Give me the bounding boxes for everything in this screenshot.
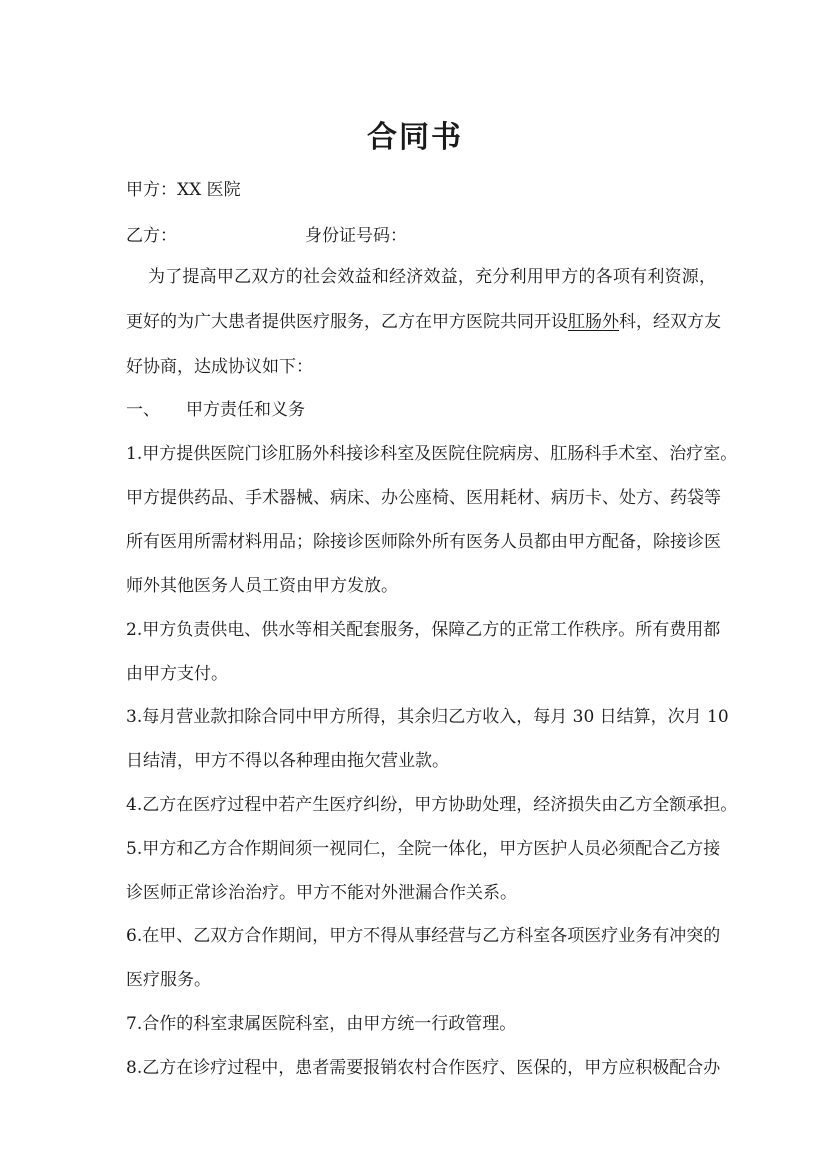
clause-2-line-1: 2.甲方负责供电、供水等相关配套服务，保障乙方的正常工作秩序。所有费用都 [126, 620, 721, 640]
clause-5-line-2: 诊医师正常诊治治疗。甲方不能对外泄漏合作关系。 [126, 883, 517, 903]
section-1-title: 甲方责任和义务 [186, 400, 305, 420]
clause-3-line-2: 日结清，甲方不得以各种理由拖欠营业款。 [126, 751, 449, 771]
id-number-label: 身份证号码： [305, 226, 407, 246]
intro-line-2-start: 更好的为广大患者提供医疗服务，乙方在甲方医院共同开设 [126, 312, 568, 332]
clause-8-line-1: 8.乙方在诊疗过程中，患者需要报销农村合作医疗、医保的，甲方应积极配合办 [126, 1058, 721, 1078]
clause-7-line-1: 7.合作的科室隶属医院科室，由甲方统一行政管理。 [126, 1014, 517, 1034]
clause-2-line-2: 由甲方支付。 [126, 664, 228, 684]
intro-line-2-end: 科，经双方友 [619, 312, 721, 332]
clause-1-line-4: 师外其他医务人员工资由甲方发放。 [126, 576, 398, 596]
clause-6-line-2: 医疗服务。 [126, 970, 211, 990]
party-b-label: 乙方： [126, 226, 177, 246]
department-name-underlined: 肛肠外 [568, 312, 619, 332]
clause-1-line-3: 所有医用所需材料用品；除接诊医师除外所有医务人员都由甲方配备，除接诊医 [126, 532, 721, 552]
party-a-line: 甲方：XX 医院 [126, 180, 241, 200]
intro-line-1: 为了提高甲乙双方的社会效益和经济效益，充分利用甲方的各项有利资源， [148, 267, 716, 287]
clause-4-line-1: 4.乙方在医疗过程中若产生医疗纠纷，甲方协助处理，经济损失由乙方全额承担。 [126, 795, 738, 815]
clause-6-line-1: 6.在甲、乙双方合作期间，甲方不得从事经营与乙方科室各项医疗业务有冲突的 [126, 926, 721, 946]
clause-1-line-2: 甲方提供药品、手术器械、病床、办公座椅、医用耗材、病历卡、处方、药袋等 [126, 488, 721, 508]
clause-5-line-1: 5.甲方和乙方合作期间须一视同仁，全院一体化，甲方医护人员必须配合乙方接 [126, 839, 721, 859]
clause-3-line-1: 3.每月营业款扣除合同中甲方所得，其余归乙方收入，每月 30 日结算，次月 10 [126, 707, 729, 727]
document-title: 合同书 [367, 120, 463, 155]
intro-line-2 [126, 310, 721, 334]
section-1-number: 一、 [126, 400, 160, 420]
section-1-heading [126, 398, 716, 422]
party-b-line [126, 224, 716, 248]
clause-1-line-1: 1.甲方提供医院门诊肛肠外科接诊科室及医院住院病房、肛肠科手术室、治疗室。 [126, 444, 738, 464]
intro-line-3: 好协商，达成协议如下： [126, 357, 313, 377]
